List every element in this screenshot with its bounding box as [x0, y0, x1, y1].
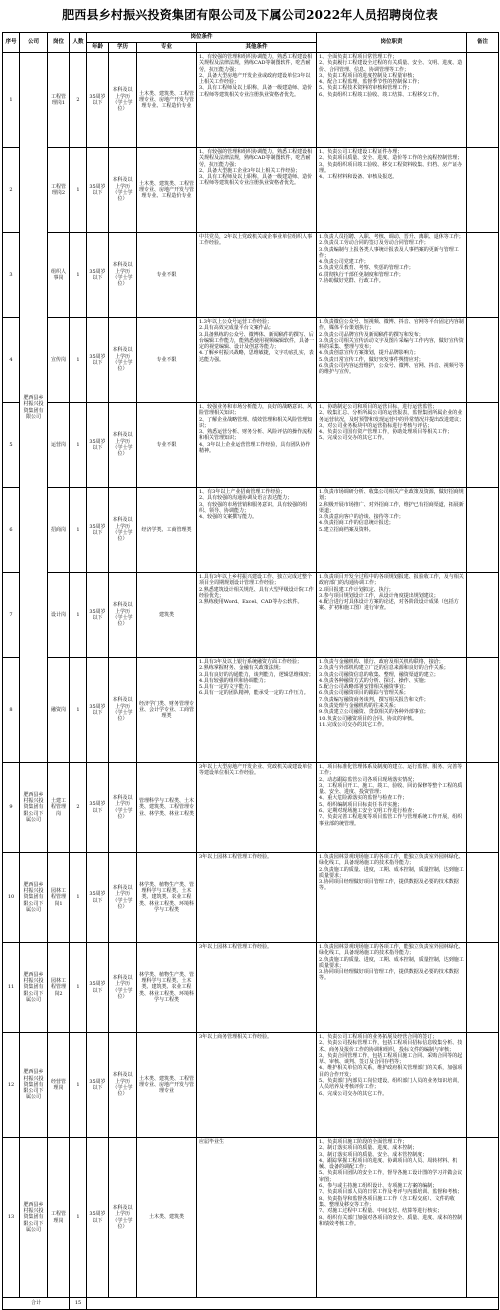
row-duties — [317, 233, 467, 318]
total-label: 合计 — [3, 1298, 70, 1310]
row-other-conditions-line: 3.具备熟练的公众号、微博体、新闻稿件的撰写、后台编辑工作能力，能熟悉使用视频编辑软件，具备一定的视觉编辑、设计及创意等能力； — [199, 331, 315, 351]
row-post: 经营管理岗 — [48, 1033, 70, 1138]
row-post: 组织人事岗 — [48, 233, 70, 318]
row-other-conditions — [197, 148, 317, 233]
company-sub: 肥西县乡村振兴投资集团有限公司下属公司 — [20, 853, 48, 943]
row-other-conditions-line: 2、具备大型施工企业3年以上相关工作经验； — [199, 167, 301, 174]
row-duties-line: 5.建立招商档案及资料。 — [319, 526, 374, 533]
row-no: 8 — [3, 658, 20, 763]
row-duties-line: 2、制订落实项目的质量、进度、成本控制； — [319, 1145, 418, 1152]
row-no: 1 — [3, 53, 20, 148]
row-age: 35周岁以下 — [87, 1033, 109, 1138]
row-duties-line: 2、负责履行工程建设全过程的有关质量、安全、文明、进度、造价、合同管理、信息、协调管理等工作； — [319, 60, 463, 73]
row-major: 林学类、植物生产类、管理科学与工程类、土木类、建筑类、农业工程类、林业工程类、环境科学与工程类 — [137, 943, 197, 1033]
row-age: 35周岁以下 — [87, 53, 109, 148]
header-age: 年龄 — [87, 43, 109, 53]
table-row — [3, 488, 499, 573]
table-row — [3, 403, 499, 488]
row-no: 4 — [3, 318, 20, 403]
row-post: 工程管理岗 — [48, 1138, 70, 1298]
row-duties-line: 1、全面负责工程项目常管理工作； — [319, 54, 398, 60]
company-sub: 肥西县乡村振兴投资集团有限公司下属公司 — [20, 943, 48, 1033]
row-duties — [317, 943, 467, 1033]
row-count: 1 — [70, 318, 87, 403]
header-duties: 岗位职责 — [317, 33, 467, 53]
row-other-conditions-line: 1、有3年以上产业招商管理工作经验； — [199, 489, 286, 495]
row-duties-line: 3.负责编制与上报各类人事统计报表及人事档案的更新与管理工作； — [319, 246, 459, 259]
header-post: 岗位 — [48, 33, 70, 53]
table-row — [3, 148, 499, 233]
row-remark — [467, 233, 499, 318]
row-remark — [467, 943, 499, 1033]
row-post: 设计岗 — [48, 573, 70, 658]
row-age: 35周岁以下 — [87, 148, 109, 233]
row-count: 1 — [70, 1138, 87, 1298]
total-count: 15 — [70, 1298, 87, 1310]
row-no: 5 — [3, 403, 20, 488]
row-duties-line: 4、工程材料和设备、审核及报送。 — [319, 174, 398, 181]
row-no: 3 — [3, 233, 20, 318]
row-duties-line: 5.负责党员教育、考察、奖惩的管理工作； — [319, 265, 414, 272]
row-duties — [317, 658, 467, 763]
row-remark — [467, 148, 499, 233]
row-duties-line: 5.负责日常宣传工作，做好突发事件舆情应对； — [319, 356, 424, 363]
company-main: 肥西县乡村振兴投资集团有限公司 — [20, 53, 48, 763]
row-count: 1 — [70, 853, 87, 943]
row-remark — [467, 488, 499, 573]
row-other-conditions-line: 2、具有较强的沟通协调及语言表达能力； — [199, 495, 293, 502]
row-other-conditions-line: 1、有较强的管理和组织协调能力，熟悉工程建设相关规程及法律法规，熟练CAD等制图软件，吃苦耐劳，抗压能力强； — [199, 54, 313, 73]
row-duties-line: 6、定期对现场施工安全文明工作进行检查； — [319, 808, 418, 815]
row-other-conditions-line: 3、具有工程师及以上职称，具备一级建造师、造价工程师等建筑相关专业注册执业资格者优先。 — [199, 174, 313, 187]
row-no: 6 — [3, 488, 20, 573]
header-remark: 备注 — [467, 33, 499, 53]
header-count: 人数 — [70, 33, 87, 53]
row-education: 本科及以上学历（学士学位） — [109, 53, 137, 148]
row-remark — [467, 403, 499, 488]
row-duties-line: 1.负责与金融机构、银行、政府及相关机构联络，接洽； — [319, 659, 444, 665]
row-duties-line: 4.负责创意宣传方案策划，提升品牌影响力； — [319, 350, 419, 357]
row-other-conditions — [197, 233, 317, 318]
company-sub: 肥西县乡村振兴投资集团有限公司下属公司 — [20, 1033, 48, 1138]
row-duties-line: 11.完成公司交办的其它工作。 — [319, 721, 387, 728]
row-duties-line: 2、负责项目质量、安全、进度、造价等工作的全流程控制管理； — [319, 155, 463, 162]
row-other-conditions — [197, 53, 317, 148]
row-duties-line: 6、完成公司交办的其它工作。 — [319, 1090, 388, 1097]
row-duties-line: 3.参与项目规划设计工作，从设计角度提出规划建议； — [319, 592, 439, 599]
row-education: 本科及以上学历（学士学位） — [109, 943, 137, 1033]
row-duties-line: 3、工程项目开工、施工、竣工、验收、回访保修等整个工程的质量、安全、进度、投资管理； — [319, 782, 463, 796]
row-duties-line: 1.负责市场调研分析、收集公司相关产业政策及资源，做好招商规划； — [319, 489, 464, 502]
row-other-conditions-line: 2.熟悉建筑设计相关规范、具有大型甲级设计院工作经验优先； — [199, 586, 314, 599]
row-other-conditions-line: 3年以上园林工程管理工作经验。 — [199, 854, 273, 860]
row-duties-line: 6.贯彻执行干部任免制度和管理工作； — [319, 271, 404, 278]
row-duties-line: 2.负责施工的质量、进度，工期、成本控制，质量控制，达到施工质量要求； — [319, 956, 464, 969]
row-education: 本科及以上学历（学士学位） — [109, 1033, 137, 1138]
row-other-conditions-line: 3、有较强的市场营销和服务意识，具有较强的组织、领导、协调能力； — [199, 501, 308, 514]
row-duties-line: 2.负责施工的质量、进度，工期、成本控制，质量控制，达到施工质量要求； — [319, 866, 464, 879]
row-duties-line: 1、协助制定公司和项目的运营目标，进行运营监管； — [319, 404, 438, 410]
row-other-conditions-line: 中共党员，2年以上党政机关或企事业单位组织人事工作经验。 — [199, 234, 313, 247]
header-no: 序号 — [3, 33, 20, 53]
header-education: 学历 — [109, 43, 137, 53]
row-education: 本科及以上学历（学士学位） — [109, 853, 137, 943]
header-other: 其他条件 — [197, 43, 317, 53]
row-post: 园林工程管理岗2 — [48, 943, 70, 1033]
row-post: 融资岗 — [48, 658, 70, 763]
row-duties-line: 7、负责项目部人员的日常工作及考评与内部培训、监督和考核； — [319, 1189, 463, 1196]
row-duties-line: 6.负责公司内容运营维护，公众号、微博、官网、抖音、视频号等的维护与宣传。 — [319, 363, 464, 376]
row-major: 专业不限 — [137, 403, 197, 488]
row-duties — [317, 53, 467, 148]
row-duties-line: 3.协同项目经理做好项目管理工作，提供数据及必要的技术数据等。 — [319, 969, 459, 982]
row-duties-line: 1、项目标准化管理体系及制度的建立、运行监督、服务、完善等工作； — [319, 764, 463, 777]
row-duties-line: 10.负责公司融资项目的合同、协议的审核。 — [319, 715, 417, 722]
row-duties-line: 3、对公司业务板块中的运营指标进行考核与评估； — [319, 422, 433, 429]
row-duties-line: 2、负责公司投标管理工作，包括工程项目招标信息收集分析、技术、商务及报价工作的协调和组织，投标文件的编制与审核； — [319, 1040, 463, 1053]
row-major: 经济学类、工商管理类 — [137, 488, 197, 573]
row-remark — [467, 853, 499, 943]
row-other-conditions-line: 3、熟悉运营分析、财务分析、风险评估的操作流程和相关管理知识； — [199, 429, 313, 442]
row-major: 林学类、植物生产类、管理科学与工程类、土木类、建筑类、农业工程类、林业工程类、环境科学与工程类 — [137, 853, 197, 943]
row-other-conditions — [197, 573, 317, 658]
row-duties-line: 4、重大危险源落实的监督与检查工作； — [319, 795, 408, 802]
document-title: 肥西县乡村振兴投资集团有限公司及下属公司2022年人员招聘岗位表 — [62, 8, 438, 22]
row-duties-line: 3.负责公司相关宣传活动文字及图片采编与工作内容，做好宣传资料的采集、整理与发布； — [319, 337, 464, 351]
row-age: 35周岁以下 — [87, 853, 109, 943]
company-sub: 肥西县乡村振兴投资集团有限公司下属公司 — [20, 763, 48, 853]
row-other-conditions — [197, 943, 317, 1033]
row-no: 7 — [3, 573, 20, 658]
row-duties-line: 1、负责公司工程项目的业务拓展及经营合同的签订； — [319, 1034, 438, 1040]
row-duties — [317, 1033, 467, 1138]
table-row — [3, 1033, 499, 1138]
table-row — [3, 53, 499, 148]
row-age: 35周岁以下 — [87, 658, 109, 763]
row-other-conditions-line: 6.具有一定的团队精神，能承受一定的工作压力。 — [199, 690, 309, 697]
row-duties-line: 4.负责公司党建工作； — [319, 259, 369, 266]
row-remark — [467, 1138, 499, 1298]
row-age: 35周岁以下 — [87, 573, 109, 658]
row-count: 1 — [70, 403, 87, 488]
row-post: 工程管理岗2 — [48, 148, 70, 233]
row-duties — [317, 488, 467, 573]
row-other-conditions-line: 2.具有高效完成量平台文案作品； — [199, 325, 274, 332]
row-no: 11 — [3, 943, 20, 1033]
row-other-conditions-line: 3年以上园林工程管理工作经验。 — [199, 944, 273, 950]
table-row — [3, 763, 499, 853]
row-other-conditions-line: 应届毕业生 — [199, 1139, 225, 1145]
row-duties-line: 5、完成公司交办的其它工作。 — [319, 435, 388, 442]
row-other-conditions-line: 1.具有3年以上乡村振兴建设工作、独立完成过整个项目全周期规划设计管理工作经验； — [199, 574, 312, 587]
row-remark — [467, 318, 499, 403]
table-row — [3, 573, 499, 658]
row-duties-line: 5、负责部门内部员工岗位建设，组织部门人员的业务知识培训，人员培养及考核评价工作； — [319, 1078, 463, 1091]
row-duties-line: 1、负责公司工程建设工程证件办理； — [319, 149, 403, 155]
row-duties — [317, 573, 467, 658]
table-row — [3, 943, 499, 1033]
row-duties-line: 5.配合公司战略部署安排相关融资事宜； — [319, 684, 409, 691]
row-count: 2 — [70, 53, 87, 148]
row-duties-line: 1.负责微信公众号、短视频、微博、抖音、官网等平台固定内容制作，媒体平台策划执行； — [319, 319, 464, 332]
row-education: 本科及以上学历（学士学位） — [109, 573, 137, 658]
total-blank — [87, 1298, 499, 1310]
row-duties-line: 4.配合进行对具体设计方案的论述，对各阶段设计成果（包括方案、扩初和施工图）进行审查。 — [319, 599, 459, 612]
row-other-conditions-line: 4.了解乡村振兴战略，思维敏捷，文字功底扎实，表达能力强。 — [199, 350, 314, 363]
row-other-conditions — [197, 403, 317, 488]
row-count: 1 — [70, 1033, 87, 1138]
row-duties-line: 7、负责完善工程进度等项目监管工作与管理系统工作开展，组织事业部的统管理。 — [319, 814, 463, 827]
row-count: 1 — [70, 943, 87, 1033]
row-duties — [317, 1138, 467, 1298]
row-duties-line: 4.负责各种融资方式的分析、探讨、操作、实施； — [319, 677, 429, 684]
row-duties-line: 4、维护相关单位的关系，维护政府相关管理部门的关系，加强项目的合作开发； — [319, 1065, 463, 1078]
row-duties-line: 6、参与或主持施工组织设计、专项施工方案的编制； — [319, 1183, 438, 1190]
row-count: 1 — [70, 148, 87, 233]
row-duties — [317, 403, 467, 488]
table-row — [3, 1138, 499, 1298]
row-other-conditions-line: 1、有较强的管理和组织协调能力，熟悉工程建设相关规程及法律法规，熟练CAD等制图软件，吃苦耐劳，抗压能力强； — [199, 149, 313, 168]
row-duties-line: 3.负责意向客户的洽谈、接待等工作； — [319, 514, 404, 521]
row-count: 1 — [70, 573, 87, 658]
row-count: 1 — [70, 233, 87, 318]
row-duties-line: 7.协助做好党群、行政工作。 — [319, 278, 384, 285]
header-conditions: 岗位条件 — [87, 33, 317, 43]
row-other-conditions — [197, 1033, 317, 1138]
row-duties-line: 1、负责项目施工阶段的全面管理工作； — [319, 1139, 408, 1145]
row-major: 专业不限 — [137, 318, 197, 403]
row-major: 经济学门类、财务管理专业、会计学专业、工商管理类 — [137, 658, 197, 763]
row-duties-line: 3.负责公司融资信息的收集、整理，融资渠道的建立； — [319, 671, 439, 678]
row-major: 土木类、建筑类、工程管理专业、房地产开发与管理专业 — [137, 1033, 197, 1138]
row-education: 本科及以上学历（学士学位） — [109, 403, 137, 488]
row-duties-line: 4、配合工程监理，监督季节性的控制保工作； — [319, 79, 423, 86]
row-post: 招商岗 — [48, 488, 70, 573]
row-duties-line: 5、负责项目团队的安全工作，督导各施工设计图的学习并做会议审图； — [319, 1170, 463, 1183]
row-other-conditions — [197, 488, 317, 573]
row-education: 本科及以上学历（学士学位） — [109, 233, 137, 318]
row-count: 1 — [70, 658, 87, 763]
row-duties-line: 2.负责与外部机构建立广泛的信息来源和良好的合作关系； — [319, 665, 449, 672]
row-duties-line: 9.负责建立公司融资、贷款相关的各种外部事宜； — [319, 709, 429, 716]
row-other-conditions-line: 1.3年以上公众号运营工作经验； — [199, 319, 272, 325]
row-duties — [317, 763, 467, 853]
row-duties-line: 5、负责工程技术资料的审核和管理工作； — [319, 85, 413, 92]
row-duties-line: 2、动态跟踪监管公司各项目现场落实情况； — [319, 776, 418, 783]
row-other-conditions-line: 3、具有工程师及以上职称，具备一级建造师、造价工程师等建筑相关专业注册执业资格者优先。 — [199, 85, 313, 98]
row-duties-line: 7、对施工过程中工程量、中间支付、结算等进行核实； — [319, 1208, 443, 1215]
table-body — [3, 53, 499, 1310]
row-education: 本科及以上学历（学士学位） — [109, 148, 137, 233]
row-age: 35周岁以下 — [87, 488, 109, 573]
row-no: 13 — [3, 1138, 20, 1298]
row-no: 9 — [3, 763, 20, 853]
row-age: 35周岁以下 — [87, 318, 109, 403]
row-no: 2 — [3, 148, 20, 233]
row-other-conditions-line: 2.熟练掌握财务、金融有关政策法规； — [199, 665, 284, 672]
row-duties-line: 2.积极开展市场推广、对外招商工作，维护已有招商渠道，拓展新渠道； — [319, 501, 464, 514]
row-other-conditions — [197, 658, 317, 763]
row-age: 35周岁以下 — [87, 233, 109, 318]
recruitment-table — [2, 32, 499, 1310]
company-sub: 肥西县乡村振兴投资集团有限公司下属公司 — [20, 1138, 48, 1298]
table-row — [3, 318, 499, 403]
row-other-conditions-line: 1、较强业务和市场分析能力，良好的战略意识、风险管理相关知识； — [199, 404, 313, 417]
row-other-conditions — [197, 853, 317, 943]
row-age: 35周岁以下 — [87, 1138, 109, 1298]
row-remark — [467, 53, 499, 148]
row-duties-line: 2、收集汇总、分析所属公司的运营报表，监督集团所属企业的业务运营状况，及时预警和发现运营中的异常情况并提出改进建议； — [319, 410, 465, 423]
row-remark — [467, 573, 499, 658]
row-major: 管理科学与工程类、土木类、建筑类、工程管理专业、林学类、林业工程类 — [137, 763, 197, 853]
total-row — [3, 1298, 499, 1310]
row-major: 建筑类 — [137, 573, 197, 658]
row-major: 专业不限 — [137, 233, 197, 318]
row-count: 2 — [70, 763, 87, 853]
row-duties-line: 2.项目报建工作计划拟定、执行； — [319, 586, 394, 593]
row-other-conditions-line: 1.具有3年及以上银行系统融资方面工作经验； — [199, 659, 302, 665]
row-post: 工程管理岗1 — [48, 53, 70, 148]
row-education: 本科及以上学历（学士学位） — [109, 488, 137, 573]
row-duties-line: 3、负责组织项目竣工验收、移交工程资料收集、归档、房产证办理。 — [319, 161, 463, 174]
row-other-conditions-line: 4.具有较强的组织和协调能力； — [199, 677, 269, 684]
row-other-conditions-line: 2、具备大型房地产开发企业或政府建设单位3年以上相关工作经验； — [199, 72, 311, 86]
row-other-conditions-line: 4、较强的文案撰写能力。 — [199, 514, 258, 521]
row-other-conditions-line: 5.具有一定的文字能力； — [199, 684, 254, 691]
row-other-conditions-line: 3年以上商务管理相关工作经验。 — [199, 1034, 273, 1040]
row-duties-line: 1.负责项目开发全过程中的各项规划报建、报验收工作，及与相关政府部门的沟通协调工作； — [319, 574, 464, 587]
row-duties-line: 2.负责公司品牌宣传及新闻稿件的撰写和发布； — [319, 331, 424, 338]
row-education: 本科及以上学历（学士学位） — [109, 763, 137, 853]
row-other-conditions-line: 2、了解企业战略管理、绩效管理和相关风险管理知识； — [199, 416, 313, 429]
row-education: 本科及以上学历（学士学位） — [109, 1138, 137, 1298]
row-count: 1 — [70, 488, 87, 573]
row-duties-line: 7.负责编写融资商务谈判，撰写相关报告和文件； — [319, 696, 429, 703]
row-duties-line: 1.负责园林景观现场施工的各项工作，能独立负责室外园林绿化、绿化线工，具备现场施工的技术指导能力； — [319, 854, 464, 867]
row-duties-line: 2.负责员工劳动合同的签订及劳动合同管理工作； — [319, 240, 429, 247]
row-remark — [467, 1033, 499, 1138]
row-major: 土木类、建筑类、工程管理专业、房地产开发与管理专业、工程造价专业 — [137, 148, 197, 233]
row-remark — [467, 763, 499, 853]
row-age: 35周岁以下 — [87, 403, 109, 488]
row-duties-line: 1.负责园林景观现场施工的各项工作，能独立负责室外园林绿化、绿化线工，具备现场施工的技术指导能力； — [319, 944, 464, 957]
row-age: 35周岁以下 — [87, 943, 109, 1033]
row-duties-line: 4.负责招商工作的信息统计报送； — [319, 520, 394, 527]
row-age: 35周岁以下 — [87, 763, 109, 853]
row-no: 10 — [3, 853, 20, 943]
row-duties-line: 1.负责人员招聘、入职、考核、调动、晋升、离职、退休等工作； — [319, 234, 464, 240]
row-duties-line: 4、负责公司国有资产管理工作，协助处理项目等相关工作； — [319, 429, 453, 436]
row-duties-line: 5、组织编制项目目标责任书并实施； — [319, 801, 403, 808]
header-company: 公司 — [20, 33, 48, 53]
row-duties-line: 8.负责处理与金融机构的往来关系； — [319, 703, 399, 710]
row-duties — [317, 318, 467, 403]
table-row — [3, 233, 499, 318]
table-row — [3, 658, 499, 763]
row-post: 土建工程管理岗 — [48, 763, 70, 853]
row-other-conditions-line: 3年以上大型房地产开发企业、党政机关或建设单位等建设单位相关工作经验。 — [199, 764, 313, 777]
row-post: 宣传岗 — [48, 318, 70, 403]
row-duties-line: 3、制订落实项目的质量、安全、成本管控制度； — [319, 1151, 428, 1158]
row-no: 12 — [3, 1033, 20, 1138]
row-post: 园林工程管理岗1 — [48, 853, 70, 943]
row-duties-line: 8、负责指导和监督各项目施工工作（含工程交底）、文件的收集、整理及移交等工作； — [319, 1195, 455, 1208]
row-other-conditions — [197, 763, 317, 853]
row-duties — [317, 853, 467, 943]
row-other-conditions — [197, 1138, 317, 1298]
row-other-conditions-line: 3.具有良好的沟通能力，谈判能力，逻辑思维缜密； — [199, 671, 314, 678]
row-post: 运营岗 — [48, 403, 70, 488]
row-duties-line: 6.负责公司融资项目的跟踪与管理关系； — [319, 690, 409, 697]
row-duties — [317, 148, 467, 233]
table-row — [3, 853, 499, 943]
row-other-conditions — [197, 318, 317, 403]
row-duties-line: 4、跟踪掌握工程项目的进度、协调项目的人员、周转材料、机械、设备的调配工作； — [319, 1157, 458, 1171]
row-duties-line: 6、负责组织工程竣工验收、竣工结算、工程移交工作。 — [319, 91, 443, 98]
row-other-conditions-line: 3.熟练使用Word、Excel、CAD等办公软件。 — [199, 599, 303, 606]
row-duties-line: 3.协同项目经理做好项目管理工作，提供数据及必要的技术数据等。 — [319, 879, 459, 892]
row-duties-line: 3、负责工程项目的进度控制及工程量审核； — [319, 72, 418, 79]
row-major: 土木类、建筑类 — [137, 1138, 197, 1298]
header-major: 专业 — [137, 43, 197, 53]
row-education: 本科及以上学历（学士学位） — [109, 318, 137, 403]
row-other-conditions-line: 4、3年以上企业运营管理工作经验，具有团队协作精神。 — [199, 441, 311, 455]
row-duties-line: 8、组织有关部门加强对各项目的安全、质量、进度、成本的控制和绩效考核工作。 — [319, 1214, 463, 1227]
row-major: 土木类、建筑类、工程管理专业、房地产开发与管理专业、工程造价专业 — [137, 53, 197, 148]
row-duties-line: 3、负责合同管理工作，包括工程项目施工合同、采购合同等的起草、审核、谈判、签订及合同存档等； — [319, 1052, 463, 1066]
row-education: 本科及以上学历（学士学位） — [109, 658, 137, 763]
row-remark — [467, 658, 499, 763]
